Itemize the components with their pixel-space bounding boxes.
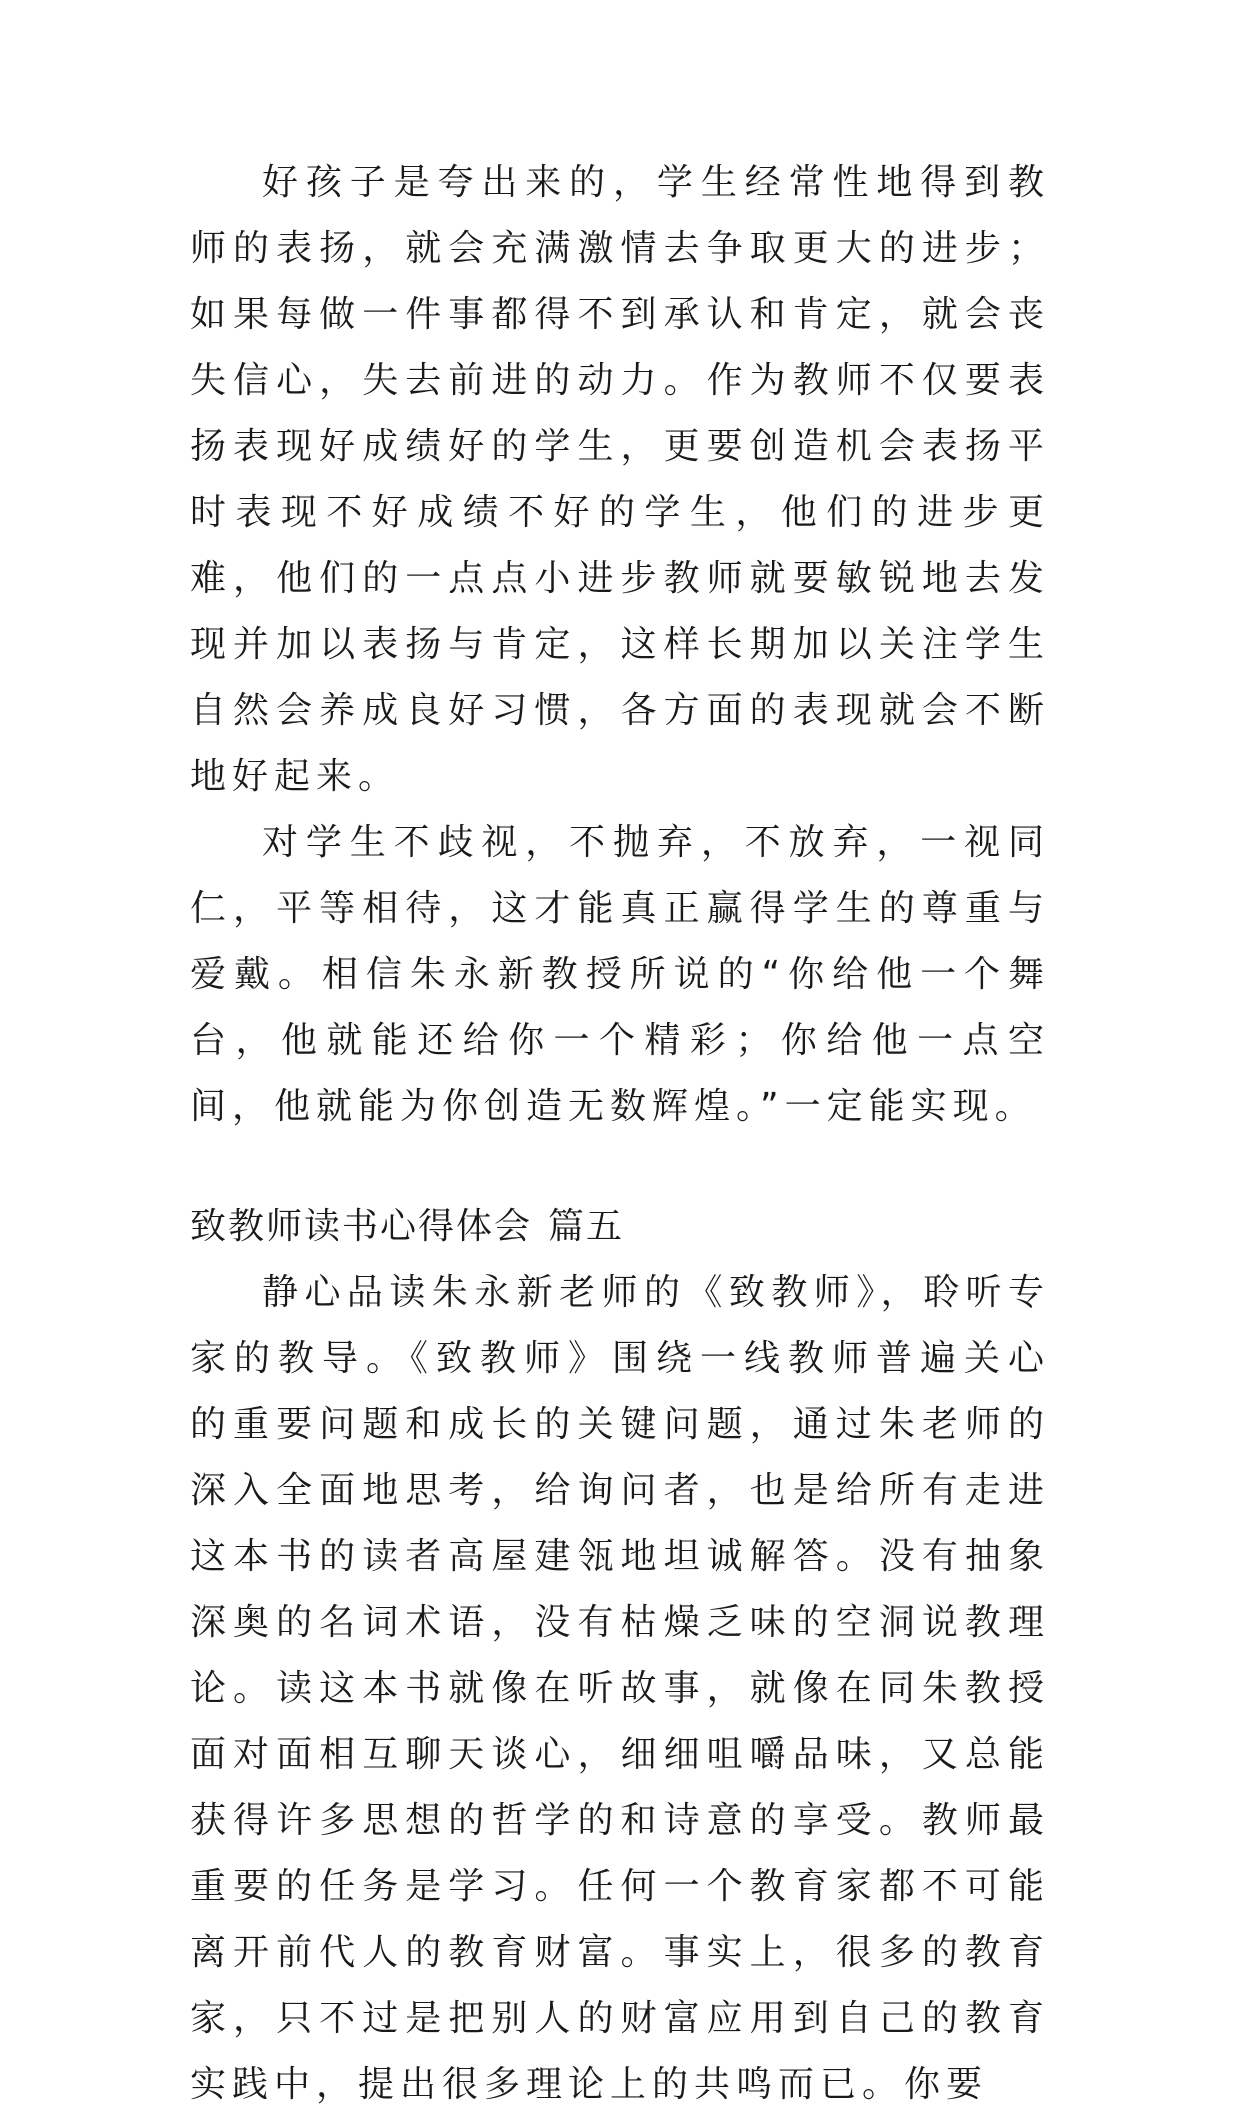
paragraph-reading-reflection: 静心品读朱永新老师的《致教师》，聆听专家的教导。《致教师》围绕一线教师普遍关心的重要问题和成长的关键问题，通过朱老师的深入全面地思考，给询问者，也是给所有走进这本书的读者高屋建瓴地坦诚解答。没有抽象深奥的名词术语，没有枯燥乏味的空洞说教理论。读这本书就像在听故事，就像在同朱教授面对面相互聊天谈心，细细咀嚼品味，又总能获得许多思想的哲学的和诗意的享受。教师最重要的任务是学习。任何一个教育家都不可能离开前代人的教育财富。事实上，很多的教育家，只不过是把别人的财富应用到自己的教育实践中，提出很多理论上的共鸣而已。你要	[190, 1272, 1050, 2105]
section-heading-title: 致教师读书心得体会	[190, 1206, 533, 1247]
section-heading-part: 篇五	[548, 1206, 625, 1247]
paragraph-praise-students: 好孩子是夸出来的，学生经常性地得到教师的表扬，就会充满激情去争取更大的进步；如果每做一件事都得不到承认和肯定，就会丧失信心，失去前进的动力。作为教师不仅要表扬表现好成绩好的学生，更要创造机会表扬平时表现不好成绩不好的学生，他们的进步更难，他们的一点点小进步教师就要敏锐地去发现并加以表扬与肯定，这样长期加以关注学生自然会养成良好习惯，各方面的表现就会不断地好起来。	[190, 162, 1050, 797]
paragraph-equal-treatment: 对学生不歧视，不抛弃，不放弃，一视同仁，平等相待，这才能真正赢得学生的尊重与爱戴。相信朱永新教授所说的“你给他一个舞台，他就能还给你一个精彩；你给他一点空间，他就能为你创造无数辉煌。”一定能实现。	[190, 822, 1050, 1127]
document-page	[190, 150, 1050, 2118]
section-heading	[190, 1194, 1050, 1260]
